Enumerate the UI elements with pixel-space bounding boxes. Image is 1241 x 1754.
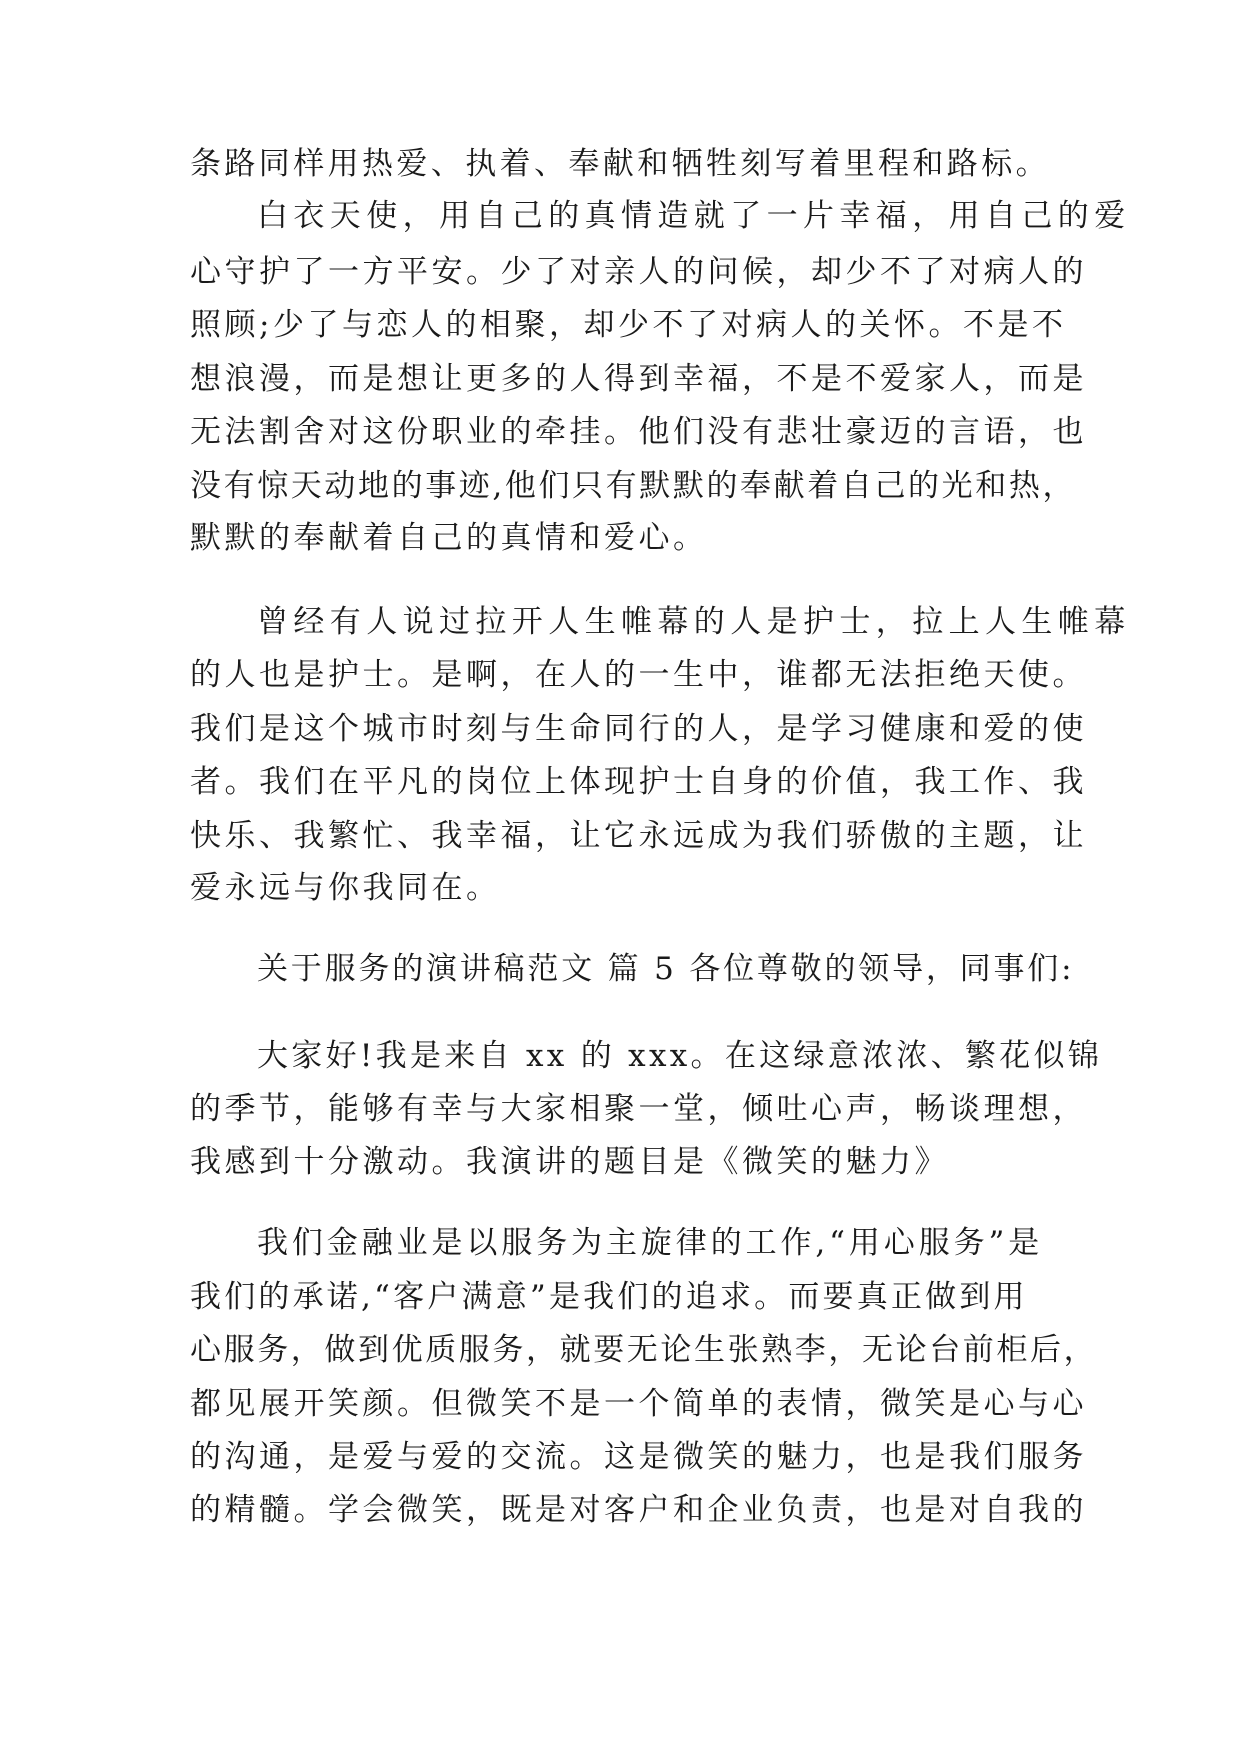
text-line: 条路同样用热爱、执着、奉献和牺牲刻写着里程和路标。 [190, 146, 1050, 182]
text-line: 没有惊天动地的事迹,他们只有默默的奉献着自己的光和热， [190, 468, 1077, 504]
text-line: 曾经有人说过拉开人生帷幕的人是护士，拉上人生帷幕 [257, 604, 1131, 640]
text-line: 的沟通，是爱与爱的交流。这是微笑的魅力，也是我们服务 [190, 1439, 1087, 1475]
text-line: 爱永远与你我同在。 [190, 870, 501, 906]
text-line: 大家好!我是来自 xx 的 xxx。在这绿意浓浓、繁花似锦 [257, 1038, 1103, 1074]
text-line: 想浪漫，而是想让更多的人得到幸福，不是不爱家人，而是 [190, 361, 1087, 397]
text-line: 我们的承诺,“客户满意”是我们的追求。而要真正做到用 [190, 1279, 1028, 1315]
text-line: 无法割舍对这份职业的牵挂。他们没有悲壮豪迈的言语，也 [190, 414, 1087, 450]
text-line: 我们是这个城市时刻与生命同行的人，是学习健康和爱的使 [190, 711, 1087, 747]
text-line: 的精髓。学会微笑，既是对客户和企业负责，也是对自我的 [190, 1492, 1087, 1528]
text-line: 快乐、我繁忙、我幸福，让它永远成为我们骄傲的主题，让 [190, 818, 1087, 854]
text-line: 都见展开笑颜。但微笑不是一个简单的表情，微笑是心与心 [190, 1386, 1087, 1422]
text-line: 心守护了一方平安。少了对亲人的问候，却少不了对病人的 [190, 254, 1087, 290]
text-line: 我们金融业是以服务为主旋律的工作,“用心服务”是 [257, 1225, 1044, 1261]
text-line: 心服务，做到优质服务，就要无论生张熟李，无论台前柜后， [190, 1332, 1098, 1368]
text-line: 照顾;少了与恋人的相聚，却少不了对病人的关怀。不是不 [190, 307, 1067, 343]
text-line: 默默的奉献着自己的真情和爱心。 [190, 520, 708, 556]
text-line: 的季节，能够有幸与大家相聚一堂，倾吐心声，畅谈理想， [190, 1091, 1087, 1127]
text-line: 者。我们在平凡的岗位上体现护士自身的价值，我工作、我 [190, 764, 1087, 800]
text-line: 的人也是护士。是啊，在人的一生中，谁都无法拒绝天使。 [190, 657, 1087, 693]
text-line: 关于服务的演讲稿范文 篇 5 各位尊敬的领导，同事们: [257, 951, 1075, 987]
text-line: 我感到十分激动。我演讲的题目是《微笑的魅力》 [190, 1144, 949, 1180]
text-line: 白衣天使，用自己的真情造就了一片幸福，用自己的爱 [257, 198, 1131, 234]
